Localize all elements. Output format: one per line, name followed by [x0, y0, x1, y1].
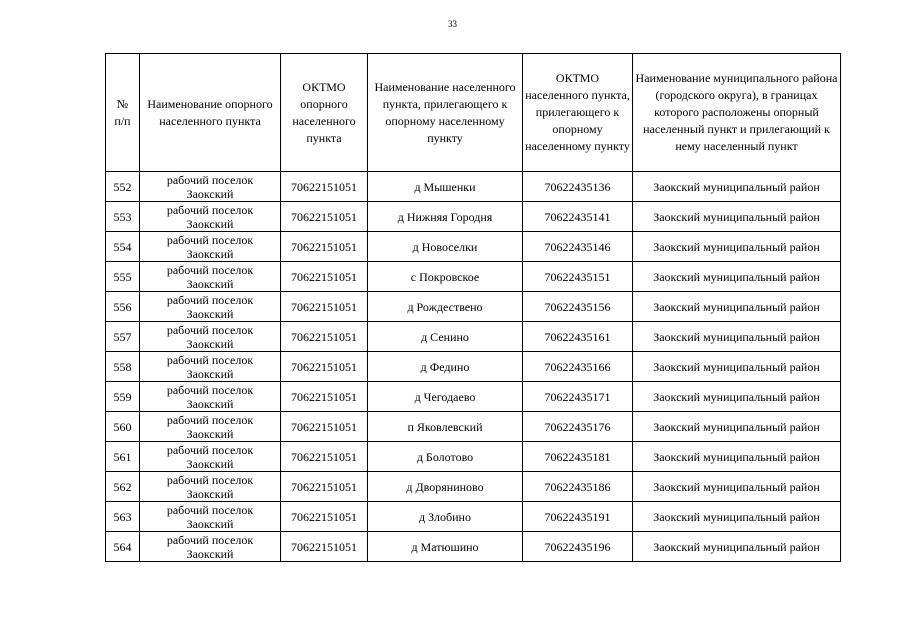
row-number: 561 — [106, 442, 140, 472]
row-number: 552 — [106, 172, 140, 202]
base-oktmo: 70622151051 — [281, 382, 368, 412]
base-oktmo: 70622151051 — [281, 202, 368, 232]
header-number: № п/п — [106, 54, 140, 172]
base-settlement-name: рабочий поселок Заокский — [140, 202, 281, 232]
district-name: Заокский муниципальный район — [633, 232, 841, 262]
row-number: 554 — [106, 232, 140, 262]
adjacent-oktmo: 70622435156 — [523, 292, 633, 322]
row-number: 564 — [106, 532, 140, 562]
base-oktmo: 70622151051 — [281, 292, 368, 322]
table-header-row — [106, 54, 841, 172]
table-row — [106, 322, 841, 352]
adjacent-settlement-name: д Болотово — [368, 442, 523, 472]
adjacent-oktmo: 70622435191 — [523, 502, 633, 532]
base-settlement-name: рабочий поселок Заокский — [140, 292, 281, 322]
base-settlement-name: рабочий поселок Заокский — [140, 472, 281, 502]
district-name: Заокский муниципальный район — [633, 502, 841, 532]
table-row — [106, 292, 841, 322]
adjacent-settlement-name: д Федино — [368, 352, 523, 382]
adjacent-oktmo: 70622435166 — [523, 352, 633, 382]
base-oktmo: 70622151051 — [281, 262, 368, 292]
table-row — [106, 442, 841, 472]
header-base-settlement: Наименование опорного населенного пункта — [140, 54, 281, 172]
adjacent-oktmo: 70622435181 — [523, 442, 633, 472]
district-name: Заокский муниципальный район — [633, 382, 841, 412]
adjacent-settlement-name: д Мышенки — [368, 172, 523, 202]
table-row — [106, 502, 841, 532]
base-settlement-name: рабочий поселок Заокский — [140, 172, 281, 202]
table-row — [106, 472, 841, 502]
base-oktmo: 70622151051 — [281, 352, 368, 382]
base-settlement-name: рабочий поселок Заокский — [140, 382, 281, 412]
table-row — [106, 352, 841, 382]
row-number: 556 — [106, 292, 140, 322]
adjacent-oktmo: 70622435136 — [523, 172, 633, 202]
district-name: Заокский муниципальный район — [633, 532, 841, 562]
table-row — [106, 412, 841, 442]
base-settlement-name: рабочий поселок Заокский — [140, 322, 281, 352]
base-oktmo: 70622151051 — [281, 322, 368, 352]
adjacent-oktmo: 70622435186 — [523, 472, 633, 502]
table-row — [106, 382, 841, 412]
page-number: 33 — [448, 19, 457, 29]
district-name: Заокский муниципальный район — [633, 202, 841, 232]
table-row — [106, 532, 841, 562]
base-settlement-name: рабочий поселок Заокский — [140, 442, 281, 472]
base-settlement-name: рабочий поселок Заокский — [140, 262, 281, 292]
table-row — [106, 202, 841, 232]
header-base-oktmo: ОКТМО опорного населенного пункта — [281, 54, 368, 172]
adjacent-oktmo: 70622435151 — [523, 262, 633, 292]
base-oktmo: 70622151051 — [281, 472, 368, 502]
district-name: Заокский муниципальный район — [633, 412, 841, 442]
row-number: 559 — [106, 382, 140, 412]
district-name: Заокский муниципальный район — [633, 262, 841, 292]
header-municipal-district: Наименование муниципального района (городского округа), в границах которого расположены опорный населенный пункт и прилегающий к нему населенный пункт — [633, 54, 841, 172]
adjacent-settlement-name: п Яковлевский — [368, 412, 523, 442]
table-row — [106, 172, 841, 202]
base-oktmo: 70622151051 — [281, 532, 368, 562]
table-row — [106, 232, 841, 262]
adjacent-oktmo: 70622435146 — [523, 232, 633, 262]
base-oktmo: 70622151051 — [281, 502, 368, 532]
base-settlement-name: рабочий поселок Заокский — [140, 502, 281, 532]
row-number: 558 — [106, 352, 140, 382]
row-number: 553 — [106, 202, 140, 232]
base-oktmo: 70622151051 — [281, 232, 368, 262]
adjacent-settlement-name: с Покровское — [368, 262, 523, 292]
adjacent-oktmo: 70622435196 — [523, 532, 633, 562]
adjacent-settlement-name: д Нижняя Городня — [368, 202, 523, 232]
base-oktmo: 70622151051 — [281, 442, 368, 472]
base-oktmo: 70622151051 — [281, 412, 368, 442]
adjacent-settlement-name: д Чегодаево — [368, 382, 523, 412]
adjacent-oktmo: 70622435176 — [523, 412, 633, 442]
district-name: Заокский муниципальный район — [633, 322, 841, 352]
row-number: 560 — [106, 412, 140, 442]
base-oktmo: 70622151051 — [281, 172, 368, 202]
district-name: Заокский муниципальный район — [633, 352, 841, 382]
adjacent-settlement-name: д Злобино — [368, 502, 523, 532]
adjacent-settlement-name: д Дворяниново — [368, 472, 523, 502]
row-number: 563 — [106, 502, 140, 532]
adjacent-settlement-name: д Матюшино — [368, 532, 523, 562]
district-name: Заокский муниципальный район — [633, 292, 841, 322]
row-number: 555 — [106, 262, 140, 292]
adjacent-oktmo: 70622435141 — [523, 202, 633, 232]
table-row — [106, 262, 841, 292]
base-settlement-name: рабочий поселок Заокский — [140, 232, 281, 262]
adjacent-settlement-name: д Сенино — [368, 322, 523, 352]
settlements-table — [105, 53, 841, 562]
district-name: Заокский муниципальный район — [633, 172, 841, 202]
adjacent-oktmo: 70622435161 — [523, 322, 633, 352]
base-settlement-name: рабочий поселок Заокский — [140, 532, 281, 562]
district-name: Заокский муниципальный район — [633, 442, 841, 472]
adjacent-settlement-name: д Новоселки — [368, 232, 523, 262]
row-number: 557 — [106, 322, 140, 352]
base-settlement-name: рабочий поселок Заокский — [140, 412, 281, 442]
district-name: Заокский муниципальный район — [633, 472, 841, 502]
base-settlement-name: рабочий поселок Заокский — [140, 352, 281, 382]
row-number: 562 — [106, 472, 140, 502]
header-adjacent-settlement: Наименование населенного пункта, прилегающего к опорному населенному пункту — [368, 54, 523, 172]
header-adjacent-oktmo: ОКТМО населенного пункта, прилегающего к опорному населенному пункту — [523, 54, 633, 172]
adjacent-settlement-name: д Рождествено — [368, 292, 523, 322]
adjacent-oktmo: 70622435171 — [523, 382, 633, 412]
